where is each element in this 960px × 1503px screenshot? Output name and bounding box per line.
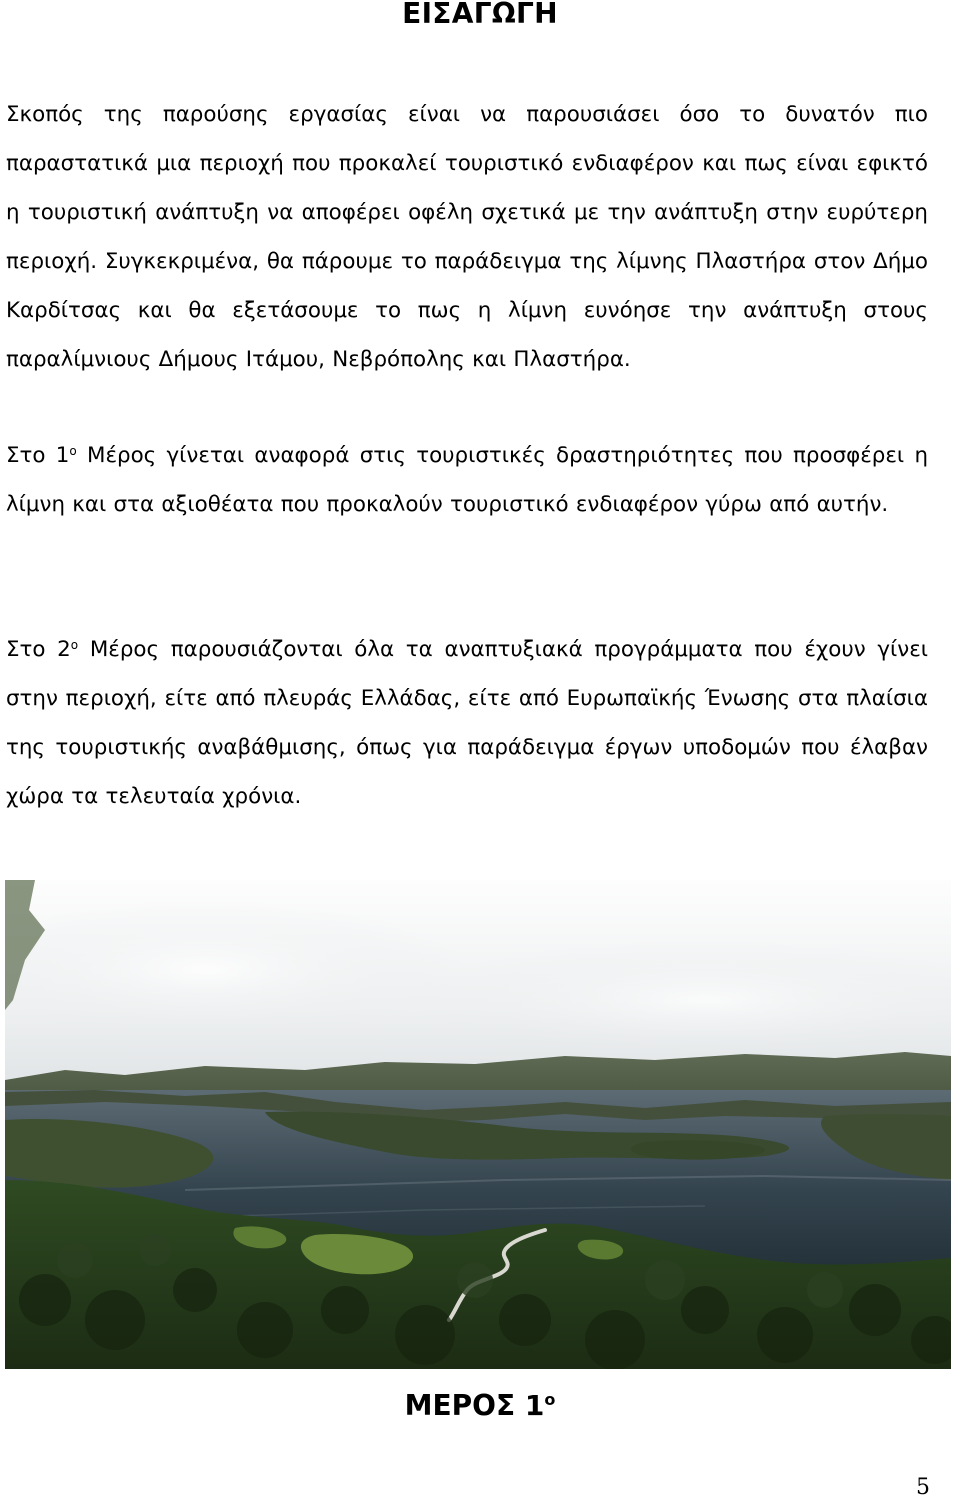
part-one-ordinal: ο bbox=[69, 444, 77, 458]
lake-landscape-photo bbox=[5, 880, 951, 1369]
intro-paragraph-purpose: Σκοπός της παρούσης εργασίας είναι να παρουσιάσει όσο το δυνατόν πιο παραστατικά μια περιοχή που προκαλεί τουριστικό ενδιαφέρον και πως είναι εφικτό η τουριστική ανάπτυξη να αποφέρει οφέλη σχετικά με την ανάπτυξη στην ευρύτερη περιοχή. Συγκεκριμένα, θα πάρουμε το παράδειγμα της λίμνης Πλαστήρα στον Δήμο Καρδίτσας και θα εξετάσουμε το πως η λίμνη ευνόησε την ανάπτυξη στους παραλίμνιους Δήμους Ιτάμου, Νεβρόπολης και Πλαστήρα. bbox=[6, 102, 928, 372]
part-one-text: Μέρος γίνεται αναφορά στις τουριστικές δραστηριότητες που προσφέρει η λίμνη και στα αξιοθέατα που προκαλούν τουριστικό ενδιαφέρον γύρω από αυτήν. bbox=[6, 443, 929, 517]
section-heading-ordinal: ο bbox=[544, 1390, 556, 1409]
part-one-prefix: Στο 1 bbox=[6, 443, 70, 468]
section-heading-part-one bbox=[0, 1386, 960, 1426]
page-number: 5 bbox=[916, 1475, 930, 1500]
section-heading-text: ΜΕΡΟΣ 1 bbox=[404, 1389, 545, 1422]
intro-paragraph-part-two bbox=[6, 625, 928, 821]
part-two-prefix: Στο 2 bbox=[6, 637, 71, 662]
part-two-ordinal: ο bbox=[70, 638, 79, 652]
intro-paragraph-part-one bbox=[6, 431, 928, 529]
page-title: ΕΙΣΑΓΩΓΗ bbox=[402, 0, 558, 30]
part-two-text: Μέρος παρουσιάζονται όλα τα αναπτυξιακά προγράμματα που έχουν γίνει στην περιοχή, είτε από πλευράς Ελλάδας, είτε από Ευρωπαϊκής Ένωσης στα πλαίσια της τουριστικής αναβάθμισης, όπως για παράδειγμα έργων υποδομών που έλαβαν χώρα τα τελευταία χρόνια. bbox=[6, 637, 928, 809]
